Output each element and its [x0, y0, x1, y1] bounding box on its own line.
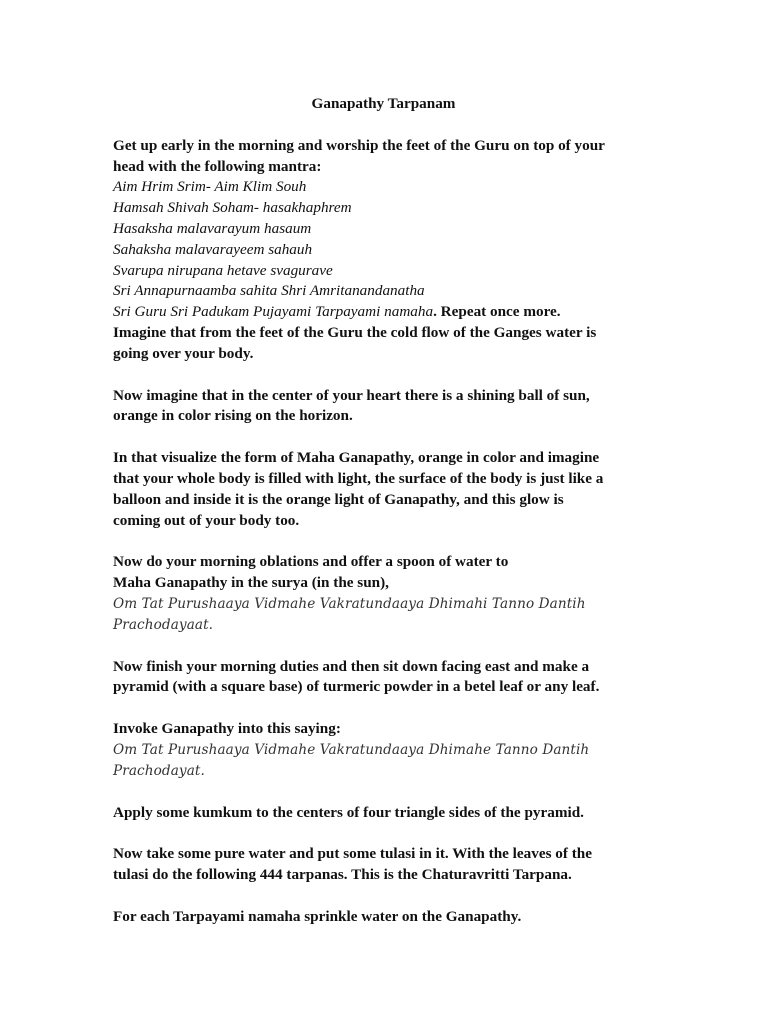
- text-line: coming out of your body too.: [113, 511, 300, 529]
- text-line: Now finish your morning duties and then sit down facing east and make a: [113, 657, 590, 675]
- text-line: tulasi do the following 444 tarpanas. This is the Chaturavritti Tarpana.: [113, 866, 572, 884]
- mantra-line: Aim Hrim Srim- Aim Klim Souh: [113, 178, 307, 196]
- text-line: Get up early in the morning and worship the feet of the Guru on top of your: [113, 136, 605, 154]
- text-line: Apply some kumkum to the centers of four triangle sides of the pyramid.: [113, 803, 584, 821]
- text-line: orange in color rising on the horizon.: [113, 407, 353, 425]
- text-line: Imagine that from the feet of the Guru the cold flow of the Ganges water is: [113, 323, 597, 341]
- text-line-mixed: [113, 302, 673, 323]
- text-line: For each Tarpayami namaha sprinkle water on the Ganapathy.: [113, 907, 522, 925]
- paragraph-tulasi: [113, 844, 673, 886]
- text-line: pyramid (with a square base) of turmeric powder in a betel leaf or any leaf.: [113, 678, 600, 696]
- text-line: balloon and inside it is the orange light of Ganapathy, and this glow is: [113, 490, 564, 508]
- mantra-line: Svarupa nirupana hetave svagurave: [113, 261, 333, 279]
- mantra-line: Sahaksha malavarayeem sahauh: [113, 240, 313, 258]
- text-line: head with the following mantra:: [113, 157, 322, 175]
- paragraph-visualize: [113, 448, 673, 531]
- text-line: In that visualize the form of Maha Ganapathy, orange in color and imagine: [113, 449, 600, 467]
- text-line: Invoke Ganapathy into this saying:: [113, 720, 341, 738]
- text-line: Maha Ganapathy in the surya (in the sun),: [113, 574, 389, 592]
- mantra-line: Sri Annapurnaamba sahita Shri Amritanandanatha: [113, 282, 425, 300]
- text-line: going over your body.: [113, 344, 254, 362]
- mantra-line: Prachodayaat.: [113, 616, 214, 633]
- paragraph-guru-worship: [113, 136, 673, 365]
- mantra-line: Om Tat Purushaaya Vidmahe Vakratundaaya Dhimahi Tanno Dantih: [113, 595, 586, 612]
- mantra-line: Prachodayat.: [113, 762, 205, 779]
- repeat-instruction: . Repeat once more.: [433, 303, 561, 321]
- document-body: [113, 94, 673, 949]
- mantra-line: Om Tat Purushaaya Vidmahe Vakratundaaya Dhimahe Tanno Dantih: [113, 741, 590, 758]
- text-line: that your whole body is filled with light, the surface of the body is just like a: [113, 469, 604, 487]
- page-title: Ganapathy Tarpanam: [311, 95, 456, 112]
- paragraph-heart-sun: [113, 386, 673, 428]
- mantra-line: Hamsah Shivah Soham- hasakhaphrem: [113, 199, 352, 217]
- mantra-inline: Sri Guru Sri Padukam Pujayami Tarpayami namaha: [113, 303, 434, 321]
- text-line: Now do your morning oblations and offer a spoon of water to: [113, 553, 509, 571]
- mantra-line: Hasaksha malavarayum hasaum: [113, 219, 312, 237]
- paragraph-kumkum: [113, 803, 673, 824]
- text-line: Now imagine that in the center of your heart there is a shining ball of sun,: [113, 386, 590, 404]
- paragraph-oblations: [113, 552, 673, 635]
- paragraph-sprinkle: [113, 907, 673, 928]
- paragraph-invoke: [113, 719, 673, 781]
- text-line: Now take some pure water and put some tulasi in it. With the leaves of the: [113, 845, 592, 863]
- paragraph-pyramid: [113, 657, 673, 699]
